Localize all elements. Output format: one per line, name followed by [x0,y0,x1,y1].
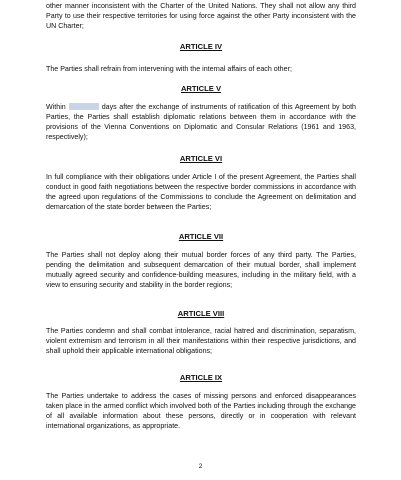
article-iv-heading: ARTICLE IV [179,42,223,51]
article-vii-text: The Parties shall not deploy along their mutual border forces of any third party. The Parties, pending the delimitation and subsequent demarcation of their mutual border, shall implement mutually agreed security and confidence-building measures, including in the military field, with a view to ensuring security and stability in the border regions; [46,251,356,290]
article-ix-heading: ARTICLE IX [179,373,223,382]
page-number: 2 [198,463,203,470]
article-viii-text: The Parties condemn and shall combat intolerance, racial hatred and discrimination, separatism, violent extremism and terrorism in all their manifestations within their respective jurisdictions, and shall uphold their applicable international obligations; [46,327,356,356]
article-v-heading: ARTICLE V [180,84,222,93]
article-v-text-start: Within [46,103,66,111]
article-v-text [46,102,356,142]
article-v-text-rest: days after the exchange of instruments of ratification of this Agreement by both Parties, the Parties shall establish diplomatic relations between them in accordance with the provisions of the Vienna Conventions on Diplomatic and Consular Relations (1961 and 1963, respectively); [46,103,356,142]
article-vi-heading: ARTICLE VI [179,154,223,163]
intro-paragraph: other manner inconsistent with the Charter of the United Nations. They shall not allow any third Party to use their respective territories for using force against the other Party inconsistent with the UN Charter; [46,2,356,31]
article-vi-text: In full compliance with their obligations under Article I of the present Agreement, the Parties shall conduct in good faith negotiations between the respective border commissions in accordance with the agreed upon regulations of the Commissions to conclude the Agreement on delimitation and demarcation of the state border between the Parties; [46,173,356,212]
blank-days-field [69,103,99,110]
article-iv-text: The Parties shall refrain from intervening with the internal affairs of each other; [46,65,292,73]
article-ix-text: The Parties undertake to address the cases of missing persons and enforced disappearances taken place in the armed conflict which involved both of the Parties including through the exchange of all available information about these persons, directly or in cooperation with relevant international organizations, as appropriate. [46,392,356,431]
article-viii-heading: ARTICLE VIII [177,309,225,318]
article-vii-heading: ARTICLE VII [178,232,224,241]
